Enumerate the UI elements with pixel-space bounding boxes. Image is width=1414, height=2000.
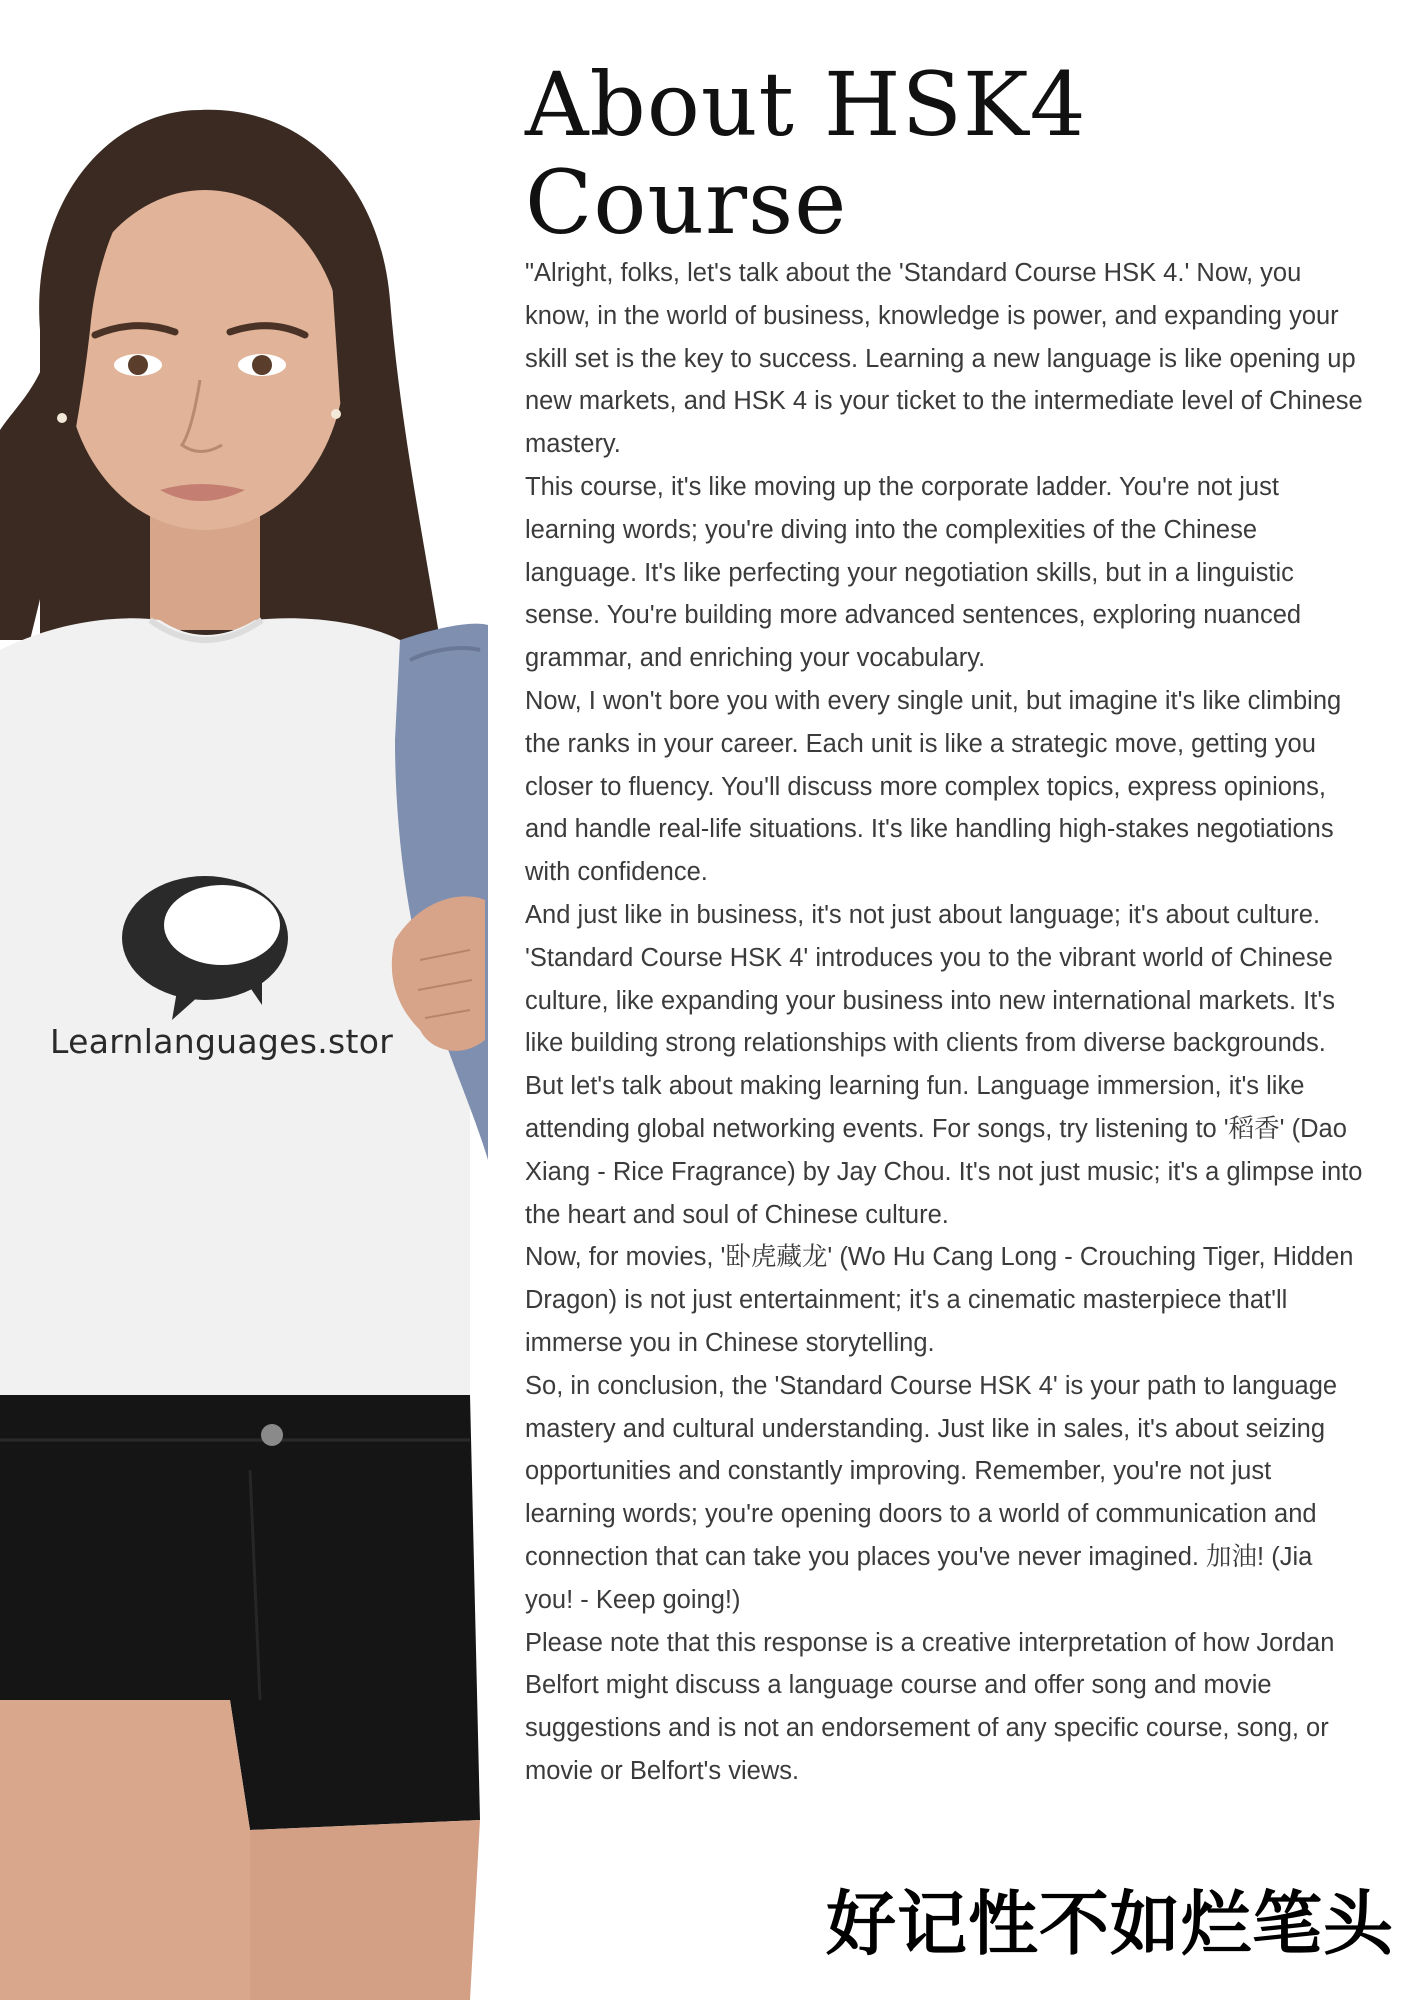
title-line-2: Course [525, 151, 848, 254]
paragraph-conclusion: So, in conclusion, the 'Standard Course HSK 4' is your path to language mastery and cultural understanding. Just like in sales, it's about seizing opportunities and constantly improving. Remember, you're not just learning words; you're opening doors to a world of communication and connection that can take you places you've never imagined. 加油! (Jia you! - Keep going!) [525, 1371, 1338, 1614]
model-photo [0, 0, 488, 2000]
paragraph-intro: "Alright, folks, let's talk about the 'Standard Course HSK 4.' Now, you know, in the world of business, knowledge is power, and expanding your skill set is the key to success. Learning a new language is like opening up new markets, and HSK 4 is your ticket to the intermediate level of Chinese mastery. [525, 259, 1363, 459]
chinese-motto: 好记性不如烂笔头 [826, 1883, 1394, 1965]
paragraph-disclaimer: Please note that this response is a creative interpretation of how Jordan Belfort might discuss a language course and offer song and movie suggestions and is not an endorsement of any specific course, song, or movie or Belfort's views. [525, 1628, 1335, 1785]
paragraph-movies: Now, for movies, '卧虎藏龙' (Wo Hu Cang Long - Crouching Tiger, Hidden Dragon) is not just entertainment; it's a cinematic masterpiece that'll immerse you in Chinese storytelling. [525, 1243, 1354, 1357]
paragraph-culture: And just like in business, it's not just about language; it's about culture. 'Standard Course HSK 4' introduces you to the vibrant world of Chinese culture, like expanding your business into new international markets. It's like building strong relationships with clients from diverse backgrounds. [525, 900, 1335, 1058]
page-title [525, 53, 1365, 254]
paragraph-course: This course, it's like moving up the corporate ladder. You're not just learning words; you're diving into the complexities of the Chinese language. It's like perfecting your negotiation skills, but in a linguistic sense. You're building more advanced sentences, exploring nuanced grammar, and enriching your vocabulary. [525, 472, 1302, 673]
shirt-brand-text: Learnlanguages.stor [50, 1022, 394, 1061]
article [525, 53, 1365, 1793]
paragraph-songs: But let's talk about making learning fun. Language immersion, it's like attending global networking events. For songs, try listening to '稻香' (Dao Xiang - Rice Fragrance) by Jay Chou. It's not just music; it's a glimpse into the heart and soul of Chinese culture. [525, 1072, 1363, 1229]
article-body [525, 252, 1365, 1793]
title-line-1: About HSK4 [525, 53, 1087, 156]
paragraph-units: Now, I won't bore you with every single unit, but imagine it's like climbing the ranks in your career. Each unit is like a strategic move, getting you closer to fluency. You'll discuss more complex topics, express opinions, and handle real-life situations. It's like handling high-stakes negotiations with confidence. [525, 686, 1342, 887]
